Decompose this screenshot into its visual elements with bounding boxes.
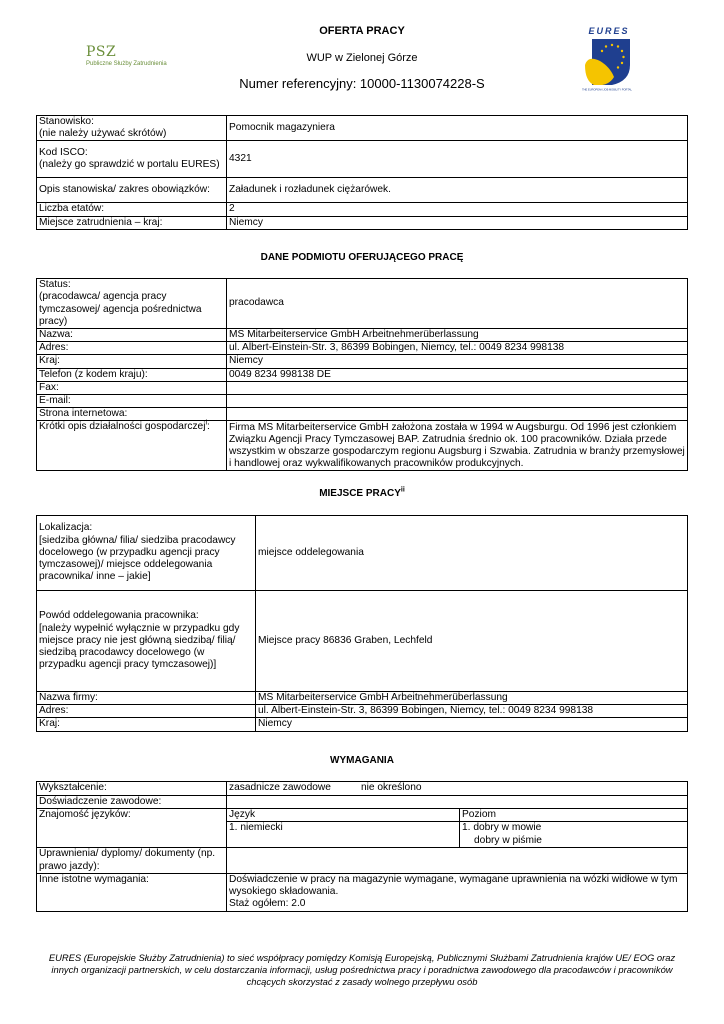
education-level: zasadnicze zawodowe [229,782,331,794]
positions-count-value: 2 [227,203,688,216]
employer-activity-value: Firma MS Mitarbeiterservice GmbH założona została w 1994 w Augsburgu. Od 1996 jest członkiem Związku Agencji Pracy Tymczasowej BAP. Zatrudnia średnio ok. 100 pracowników. Działa przede wszystkim w obszarze gospodarczym regionu Augsburg i Szwabia. Zatrudnia w branży przemysłowej i handlowej oraz wykwalifikowanych pracowników produkcyjnych. [227,421,688,471]
employer-fax-value [227,381,688,394]
position-title-label: Stanowisko: (nie należy używać skrótów) [37,116,227,141]
qualifications-label: Uprawnienia/ dyplomy/ dokumenty (np. prawo jazdy): [37,848,227,873]
other-requirements-text: Doświadczenie w pracy na magazynie wymagane, wymagane uprawnienia na wózki widłowe w tym wysokiego składowania. [229,873,678,898]
table-row [37,591,688,692]
employer-address-label: Adres: [37,342,227,355]
total-experience: Staż ogółem: 2.0 [229,898,306,910]
position-title-value: Pomocnik magazyniera [227,116,688,141]
company-name-label: Nazwa firmy: [37,692,256,705]
table-row [37,216,688,229]
language-level-speaking: 1. dobry w mowie [462,822,542,834]
employer-activity-label-colon: : [207,421,210,433]
education-label: Wykształcenie: [37,782,227,796]
employer-country-value: Niemcy [227,355,688,368]
footnote-marker: ii [400,486,405,494]
table-row [37,368,688,381]
table-row [37,692,688,705]
isco-code-value: 4321 [227,141,688,178]
language-level [460,822,688,848]
experience-value [227,796,688,809]
table-row [37,516,688,591]
workplace-section-title-text: MIEJSCE PRACY [319,488,401,499]
table-row [37,116,688,141]
table-row [37,718,688,731]
job-description-value: Załadunek i rozładunek ciężarówek. [227,178,688,203]
requirements-section-title: WYMAGANIA [330,755,394,766]
footnote-marker: i [205,420,208,428]
table-row [37,355,688,368]
table-row [37,329,688,342]
other-requirements-value [227,873,688,911]
psz-logo-subtitle: Publiczne Służby Zatrudnienia [86,61,167,67]
eures-logo-text: EURES [588,26,630,36]
workplace-location-value: miejsce oddelegowania [256,516,688,591]
document-title: OFERTA PRACY [319,25,405,37]
language-level-writing: dobry w piśmie [474,834,542,846]
employer-status-label: Status: (pracodawca/ agencja pracy tymczasowej/ agencja pośrednictwa pracy) [37,279,227,329]
employer-website-value [227,408,688,421]
workplace-table [36,515,688,732]
reference-number: Numer referencyjny: 10000-1130074228-S [239,76,485,91]
language-value: 1. niemiecki [227,822,460,848]
languages-label: Znajomość języków: [37,809,227,848]
employer-address-value: ul. Albert-Einstein-Str. 3, 86399 Bobingen, Niemcy, tel.: 0049 8234 998138 [227,342,688,355]
table-row [37,381,688,394]
eures-tagline: THE EUROPEAN JOB MOBILITY PORTAL [582,88,632,92]
isco-code-label: Kod ISCO: (należy go sprawdzić w portalu EURES) [37,141,227,178]
level-column-header: Poziom [460,809,688,822]
table-row [37,178,688,203]
work-country-label: Miejsce zatrudnienia – kraj: [37,216,227,229]
workplace-section-title [0,488,724,499]
employer-activity-label-text: Krótki opis działalności gospodarczej [39,421,206,433]
company-name-value: MS Mitarbeiterservice GmbH Arbeitnehmerüberlassung [256,692,688,705]
employer-table [36,278,688,471]
company-country-label: Kraj: [37,718,256,731]
employer-email-value [227,395,688,408]
position-table [36,115,688,230]
table-row [37,809,688,822]
company-country-value: Niemcy [256,718,688,731]
qualifications-value [227,848,688,873]
language-column-header: Język [227,809,460,822]
employer-name-label: Nazwa: [37,329,227,342]
employer-phone-value: 0049 8234 998138 DE [227,368,688,381]
other-requirements-label: Inne istotne wymagania: [37,873,227,911]
delegation-reason-value: Miejsce pracy 86836 Graben, Lechfeld [256,591,688,692]
employer-phone-label: Telefon (z kodem kraju): [37,368,227,381]
table-row [37,279,688,329]
table-row [37,796,688,809]
psz-logo-text: PSZ [86,44,117,60]
table-row [37,873,688,911]
table-row [37,141,688,178]
education-field: nie określono [360,782,422,794]
company-address-label: Adres: [37,705,256,718]
experience-label: Doświadczenie zawodowe: [37,796,227,809]
employer-section-title: DANE PODMIOTU OFERUJĄCEGO PRACĘ [260,252,464,263]
table-row [37,408,688,421]
table-row [37,705,688,718]
employer-country-label: Kraj: [37,355,227,368]
employer-status-value: pracodawca [227,279,688,329]
issuing-office: WUP w Zielonej Górze [306,52,418,64]
employer-name-value: MS Mitarbeiterservice GmbH Arbeitnehmerüberlassung [227,329,688,342]
workplace-location-label: Lokalizacja: [siedziba główna/ filia/ siedziba pracodawcy docelowego (w przypadku agencji pracy tymczasowej)/ miejsce oddelegowania pracownika/ inne – jakie] [37,516,256,591]
delegation-reason-label: Powód oddelegowania pracownika: [należy wypełnić wyłącznie w przypadku gdy miejsce pracy nie jest główną siedzibą/ filią/ siedzibą pracodawcy docelowego (w przypadku agencji pracy tymczasowej)] [37,591,256,692]
eures-logo [582,25,636,93]
footer-note: EURES (Europejskie Służby Zatrudnienia) to sieć współpracy pomiędzy Komisją Europejską, Publicznymi Służbami Zatrudnienia krajów UE/ EOG oraz innych organizacji partnerskich, w celu dostarczania informacji, usług pośrednictwa pracy i poradnictwa zawodowego dla pracodawców i pracowników chcących skorzystać z zasady wolnego przepływu osób [48,952,676,987]
table-row [37,782,688,796]
job-description-label: Opis stanowiska/ zakres obowiązków: [37,178,227,203]
requirements-table [36,781,688,912]
table-row [37,342,688,355]
work-country-value: Niemcy [227,216,688,229]
table-row [37,421,688,471]
employer-website-label: Strona internetowa: [37,408,227,421]
table-row [37,203,688,216]
education-value [227,782,688,796]
employer-email-label: E-mail: [37,395,227,408]
employer-fax-label: Fax: [37,381,227,394]
table-row [37,848,688,873]
employer-activity-label [37,421,227,471]
positions-count-label: Liczba etatów: [37,203,227,216]
company-address-value: ul. Albert-Einstein-Str. 3, 86399 Bobingen, Niemcy, tel.: 0049 8234 998138 [256,705,688,718]
table-row [37,395,688,408]
